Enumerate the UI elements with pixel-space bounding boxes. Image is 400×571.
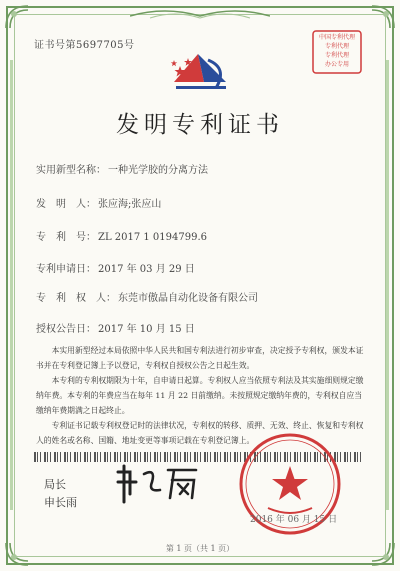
barcode-bar [34, 452, 36, 462]
barcode-bar [210, 452, 211, 462]
certificate-number: 证书号第5697705号 [34, 40, 135, 51]
barcode-bar [74, 452, 76, 462]
barcode-bar [207, 452, 208, 462]
cnipa-emblem-icon [168, 52, 234, 96]
barcode-bar [114, 452, 116, 462]
corner-ornament [4, 4, 30, 30]
barcode-bar [134, 452, 136, 462]
field-patentee [36, 289, 258, 304]
seal-date: 2016 年 06 月 15 日 [250, 515, 338, 525]
barcode-bar [174, 452, 176, 462]
field-value: 东莞市傲晶自动化设备有限公司 [118, 293, 258, 304]
barcode-bar [177, 452, 178, 462]
barcode-bar [187, 452, 188, 462]
barcode-bar [100, 452, 101, 462]
barcode-bar [94, 452, 96, 462]
barcode-bar [154, 452, 156, 462]
barcode-bar [117, 452, 118, 462]
barcode-bar [130, 452, 131, 462]
barcode-bar [217, 452, 218, 462]
barcode-bar [64, 452, 66, 462]
barcode-bar [127, 452, 128, 462]
director-name: 申长雨 [44, 496, 77, 509]
body-paragraph: 本实用新型经过本局依照中华人民共和国专利法进行初步审查，决定授予专利权，颁发本证书并在专利登记簿上予以登记，专利权自授权公告之日起生效。 [36, 346, 364, 370]
barcode-bar [67, 452, 68, 462]
barcode-bar [164, 452, 166, 462]
barcode-bar [40, 452, 41, 462]
barcode-bar [200, 452, 201, 462]
field-utility-model-name [36, 161, 208, 176]
barcode-bar [184, 452, 186, 462]
field-label: 专 利 号： [36, 232, 96, 243]
field-value: 张应海;张应山 [98, 199, 162, 210]
barcode-bar [120, 452, 121, 462]
barcode-bar [360, 452, 361, 462]
barcode-bar [54, 452, 56, 462]
barcode-bar [157, 452, 158, 462]
barcode-bar [107, 452, 108, 462]
barcode-bar [150, 452, 151, 462]
field-inventor [36, 195, 161, 210]
stamp-line: 专利代理 [324, 43, 349, 50]
barcode-bar [197, 452, 198, 462]
barcode-bar [204, 452, 206, 462]
barcode-bar [167, 452, 168, 462]
page-number: 第 1 页（共 1 页） [165, 544, 235, 553]
barcode-bar [170, 452, 171, 462]
barcode-bar [124, 452, 126, 462]
field-value: 一种光学胶的分离方法 [108, 165, 208, 176]
stamp-line: 办公专用 [324, 61, 349, 68]
barcode-bar [90, 452, 91, 462]
barcode-bar [227, 452, 228, 462]
stamp-line: 中国专利代理 [318, 34, 355, 41]
barcode-bar [224, 452, 226, 462]
barcode-bar [97, 452, 98, 462]
barcode-bar [70, 452, 71, 462]
barcode-bar [84, 452, 86, 462]
barcode-bar [57, 452, 58, 462]
barcode-bar [144, 452, 146, 462]
barcode-bar [140, 452, 141, 462]
barcode-bar [110, 452, 111, 462]
barcode-bar [77, 452, 78, 462]
body-paragraph: 本专利的专利权期限为十年，自申请日起算。专利权人应当依照专利法及其实施细则规定缴纳年费。本专利的年费应当在每年 11 月 22 日前缴纳。未按照规定缴纳年费的，专利权自应当缴纳年费期满之日起终止。 [36, 376, 364, 415]
barcode-bar [60, 452, 61, 462]
barcode-bar [344, 452, 346, 462]
field-value: 2017 年 10 月 15 日 [98, 324, 195, 335]
barcode-bar [50, 452, 51, 462]
barcode-bar [47, 452, 48, 462]
certificate-title: 发明专利证书 [116, 112, 284, 138]
field-label: 实用新型名称： [36, 165, 106, 176]
barcode-bar [357, 452, 358, 462]
field-patent-number [36, 228, 207, 243]
barcode-bar [220, 452, 221, 462]
director-title: 局长 [44, 478, 66, 491]
stamp-line: 专利代理 [324, 52, 349, 59]
top-ornament [130, 6, 270, 22]
handwritten-signature [112, 462, 202, 506]
barcode-bar [137, 452, 138, 462]
field-value: ZL 2017 1 0194799.6 [98, 232, 208, 243]
barcode-bar [160, 452, 161, 462]
barcode-bar [230, 452, 231, 462]
barcode-bar [350, 452, 351, 462]
field-label: 专 利 权 人： [36, 293, 116, 304]
corner-ornament [370, 4, 396, 30]
agency-stamp [312, 30, 362, 74]
barcode-bar [190, 452, 191, 462]
field-label: 专利申请日： [36, 264, 96, 275]
barcode-bar [37, 452, 38, 462]
barcode-bar [147, 452, 148, 462]
barcode-bar [80, 452, 81, 462]
barcode-bar [354, 452, 356, 462]
field-application-date [36, 260, 195, 275]
field-value: 2017 年 03 月 29 日 [98, 264, 195, 275]
barcode-bar [234, 452, 236, 462]
barcode-bar [44, 452, 46, 462]
field-grant-date [36, 320, 195, 335]
barcode-bar [87, 452, 88, 462]
barcode-bar [194, 452, 196, 462]
body-paragraph: 专利证书记载专利权登记时的法律状况，专利权的转移、质押、无效、终止、恢复和专利权人的姓名或名称、国籍、地址变更等事项记载在专利登记簿上。 [36, 421, 364, 445]
barcode-bar [104, 452, 106, 462]
barcode-bar [214, 452, 216, 462]
barcode-bar [180, 452, 181, 462]
field-label: 发 明 人： [36, 199, 96, 210]
barcode-bar [347, 452, 348, 462]
field-label: 授权公告日： [36, 324, 96, 335]
